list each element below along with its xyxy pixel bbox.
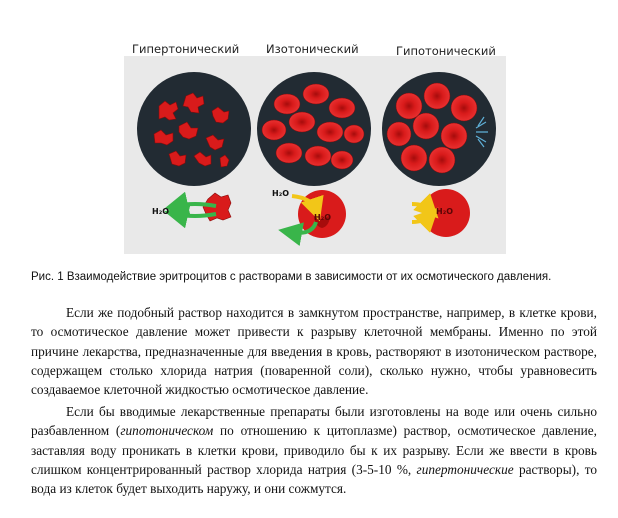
label-isotonic: Изотонический bbox=[266, 42, 359, 56]
hypertonic-circle bbox=[137, 72, 251, 186]
isotonic-cell-diagram bbox=[272, 189, 346, 238]
isotonic-circle bbox=[257, 72, 371, 186]
hypotonic-circle bbox=[382, 72, 496, 186]
paragraph-2 bbox=[31, 402, 597, 498]
hypotonic-cell-diagram bbox=[412, 189, 470, 237]
label-hypotonic: Гипотонический bbox=[396, 44, 496, 58]
label-hypertonic: Гипертонический bbox=[132, 42, 240, 56]
paragraph-1: Если же подобный раствор находится в замкнутом пространстве, например, в клетке крови, то осмотическое давление может привести к разрыву клеточной мембраны. Именно по этой причине лекарства, предназначенные для введения в кровь, растворяют в изотоническом растворе, содержащем столько хлорида натрия (поваренной соли), сколько нужно, чтобы уравновесить создаваемое клеточной жидкостью осмотическое давление. bbox=[31, 305, 597, 398]
water-label-hyper: H₂O bbox=[152, 207, 169, 216]
water-label-hypo: H₂O bbox=[436, 207, 453, 216]
water-label-iso-inner: H₂O bbox=[314, 213, 331, 222]
water-label-iso-top: H₂O bbox=[272, 189, 289, 198]
hypertonic-cell-diagram bbox=[152, 193, 231, 221]
paragraph-2-emphasis-1: гипотоническом bbox=[120, 423, 214, 439]
figure-caption: Рис. 1 Взаимодействие эритроцитов с растворами в зависимости от их осмотического давления. bbox=[31, 271, 552, 283]
paragraph-2-part-1: Если бы вводимые лекарственные препараты были изготовлены на воде или очень сильно разбавленном ( bbox=[31, 404, 597, 439]
paragraph-2-part-3: растворы), то вода из клеток будет выходить наружу, и они сожмутся. bbox=[31, 461, 597, 497]
figure-illustration bbox=[124, 56, 506, 254]
erythrocyte-figure bbox=[124, 56, 506, 254]
paragraph-2-emphasis-2: гипертонические bbox=[416, 461, 514, 477]
paragraph-2-part-2: по отношению к цитоплазме) раствор, осмотическое давление, заставляя воду проникать в клетки крови, приводило бы к их разрыву. Если же ввести в кровь слишком концентрированный раствор хлорида натрия (3-5-10 %, bbox=[31, 423, 597, 477]
